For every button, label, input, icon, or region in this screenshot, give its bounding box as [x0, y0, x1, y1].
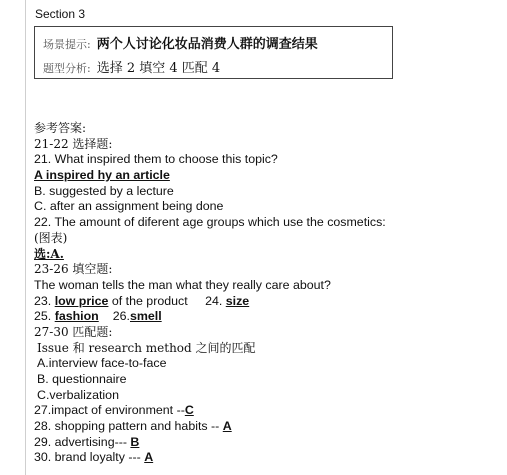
- q24-answer: size: [225, 293, 250, 308]
- matching-description: Issue 和 research method 之间的匹配: [37, 340, 256, 355]
- q28-answer: A: [222, 419, 232, 434]
- scenario-text: 两个人讨论化妆品消费人群的调查结果: [96, 37, 318, 52]
- scenario-row: [43, 33, 318, 52]
- question-type-label: 题型分析:: [43, 62, 91, 75]
- q21-option-c: C. after an assignment being done: [34, 199, 224, 214]
- q29-text: 29. advertising---: [34, 434, 127, 449]
- scenario-box: [34, 26, 393, 79]
- method-option-c: C.verbalization: [37, 387, 119, 402]
- question-type-text: 选择 2 填空 4 匹配 4: [96, 61, 221, 76]
- question-22: 22. The amount of diferent age groups which use the cosmetics:: [34, 215, 386, 230]
- method-option-b: B. questionnaire: [37, 372, 127, 386]
- scenario-label: 场景提示:: [43, 38, 91, 51]
- q28-text: 28. shopping pattern and habits --: [34, 419, 220, 434]
- answer-section: [34, 121, 504, 466]
- answers-header: 参考答案:: [34, 121, 87, 135]
- q29-line: [34, 435, 504, 451]
- section-title: Section 3: [35, 7, 86, 21]
- q27-line: [34, 403, 504, 419]
- q22-answer: 选:A.: [34, 246, 64, 261]
- q30-line: [34, 450, 504, 466]
- fill-heading: 23-26 填空题:: [34, 262, 113, 277]
- q28-line: [34, 419, 504, 435]
- q23-answer: low price: [54, 293, 109, 308]
- question-type-row: [43, 57, 220, 76]
- q27-answer: C: [184, 403, 194, 418]
- q30-answer: A: [144, 450, 154, 465]
- fill-description: The woman tells the man what they really care about?: [34, 277, 331, 292]
- q27-text: 27.impact of environment --: [34, 403, 185, 418]
- q26-number: 26.: [112, 309, 130, 324]
- left-margin-line: [25, 0, 26, 475]
- q23-q24-line: [34, 294, 504, 310]
- q21-option-a-answer: A inspired hy an article: [34, 168, 170, 183]
- choice-heading: 21-22 选择题:: [34, 136, 113, 151]
- q24-number: 24.: [205, 293, 223, 308]
- q26-answer: smell: [129, 309, 162, 324]
- method-option-a: A.interview face-to-face: [37, 356, 167, 371]
- q25-number: 25.: [34, 309, 52, 324]
- q23-number: 23.: [34, 293, 52, 308]
- q23-suffix: of the product: [111, 293, 188, 308]
- q25-q26-line: [34, 309, 504, 325]
- q30-text: 30. brand loyalty ---: [34, 450, 141, 465]
- matching-heading: 27-30 匹配题:: [34, 324, 113, 339]
- q22-note: (图表): [34, 230, 68, 245]
- q25-answer: fashion: [54, 309, 99, 324]
- q21-option-b: B. suggested by a lecture: [34, 183, 174, 198]
- q29-answer: B: [130, 434, 140, 449]
- question-21: 21. What inspired them to choose this topic?: [34, 152, 278, 167]
